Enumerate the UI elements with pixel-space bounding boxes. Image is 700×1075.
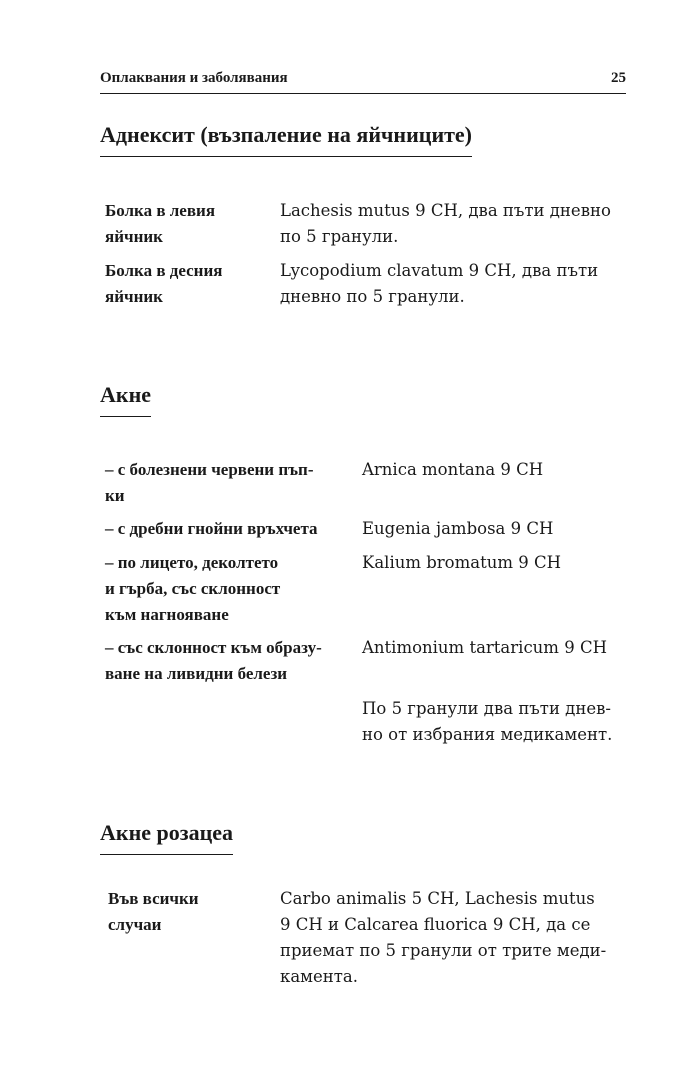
entry-symptom: – с болезнени червени пъп- ки xyxy=(105,460,314,505)
section-title-adnexitis: Аднексит (възпаление на яйчниците) xyxy=(100,124,472,157)
entry-symptom: Болка в десния яйчник xyxy=(105,261,223,306)
entry-row xyxy=(108,886,625,990)
page-number: 25 xyxy=(611,70,626,86)
section-title-rosacea: Акне розацеа xyxy=(100,822,233,855)
entry-row xyxy=(105,258,630,310)
dosage-note: По 5 гранули два пъти днев- но от избрания медикамент. xyxy=(362,699,613,744)
running-header xyxy=(100,70,626,94)
entry-remedy: Lycopodium clavatum 9 CH, два пъти дневно по 5 гранули. xyxy=(280,261,599,306)
entry-remedy: Carbo animalis 5 CH, Lachesis mutus 9 CH и Calcarea fluorica 9 CH, да се приемат по 5 гранули от трите меди- камента. xyxy=(280,889,607,986)
entry-row xyxy=(105,457,622,509)
entry-row xyxy=(105,635,622,687)
entry-row xyxy=(105,516,622,542)
entry-symptom: – с дребни гнойни връхчета xyxy=(105,519,318,538)
entry-remedy: Eugenia jambosa 9 CH xyxy=(362,519,554,538)
entry-symptom: – със склонност към образу- ване на ливидни белези xyxy=(105,638,322,683)
entry-note xyxy=(362,696,622,748)
entry-remedy: Arnica montana 9 CH xyxy=(362,460,544,479)
section-title-acne: Акне xyxy=(100,384,151,417)
entry-row xyxy=(105,550,622,628)
entry-remedy: Kalium bromatum 9 CH xyxy=(362,553,562,572)
entry-remedy: Antimonium tartaricum 9 CH xyxy=(362,638,607,657)
entry-symptom: – по лицето, деколтето и гърба, със склонност към нагнояване xyxy=(105,553,281,624)
entry-row xyxy=(105,198,630,250)
running-header-title: Оплаквания и заболявания xyxy=(100,70,288,86)
entry-remedy: Lachesis mutus 9 CH, два пъти дневно по 5 гранули. xyxy=(280,201,611,246)
entry-symptom: Болка в левия яйчник xyxy=(105,201,216,246)
entry-symptom: Във всички случаи xyxy=(108,889,199,934)
